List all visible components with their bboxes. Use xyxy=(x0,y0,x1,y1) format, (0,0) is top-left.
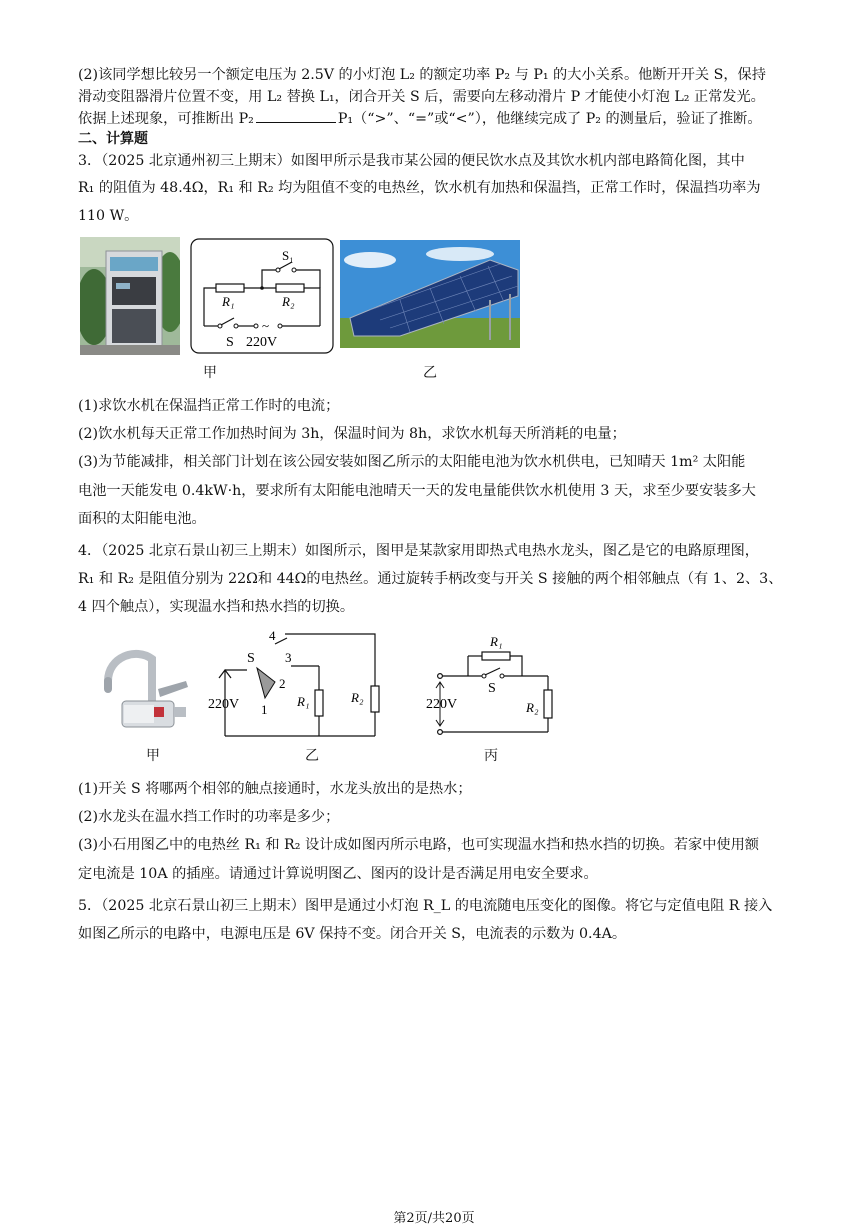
q3-line2: R₁ 的阻值为 48.4Ω，R₁ 和 R₂ 均为阻值不变的电热丝，饮水机有加热和保温挡，正常工作时，保温挡功率为 xyxy=(78,180,761,196)
label-s: S xyxy=(247,651,255,666)
q4-sub3-line1: (3)小石用图乙中的电热丝 R₁ 和 R₂ 设计成如图丙所示电路，也可实现温水挡和热水挡的切换。若家中使用额 xyxy=(78,837,759,853)
label-220v: 220V xyxy=(208,697,240,712)
contact-3: 3 xyxy=(285,650,292,665)
resistor-r1 xyxy=(216,284,244,292)
q5-line1: 5．（2025 北京石景山初三上期末）图甲是通过小灯泡 R_L 的电流随电压变化的图像。将它与定值电阻 R 接入 xyxy=(78,898,773,914)
label-s: S xyxy=(226,335,234,350)
q4-faucet-photo xyxy=(88,645,193,739)
q3-sub3-line3: 面积的太阳能电池。 xyxy=(78,511,206,527)
label-220v: 220V xyxy=(426,697,458,712)
label-r2: R₂ xyxy=(351,690,364,705)
resistor-r2 xyxy=(371,686,379,712)
q3-sub3-line1: (3)为节能减排，相关部门计划在该公园安装如图乙所示的太阳能电池为饮水机供电，已知晴天 1m² 太阳能 xyxy=(78,454,746,470)
q4-figure-label-bing: 丙 xyxy=(484,748,498,764)
contact-4: 4 xyxy=(269,628,276,643)
q4-figure-label-jia: 甲 xyxy=(146,748,160,764)
q3-sub3-line2: 电池一天能发电 0.4kW·h，要求所有太阳能电池晴天一天的发电量能供饮水机使用 3 天，求至少要安装多大 xyxy=(78,483,756,499)
label-r1: R₁ xyxy=(222,294,235,309)
label-s: S xyxy=(488,681,496,696)
label-r1: R₁ xyxy=(490,634,503,649)
q3-solar-photo xyxy=(340,240,520,352)
svg-text:~: ~ xyxy=(262,318,270,333)
q2-part2-line2: 滑动变阻器滑片位置不变，用 L₂ 替换 L₁，闭合开关 S 后，需要向左移动滑片 P 才能使小灯泡 L₂ 正常发光。 xyxy=(78,89,765,105)
q4-sub2: (2)水龙头在温水挡工作时的功率是多少； xyxy=(78,809,340,825)
resistor-r2 xyxy=(544,690,552,718)
q4-line3: 4 四个触点），实现温水挡和热水挡的切换。 xyxy=(78,599,355,615)
q3-figure-label-yi: 乙 xyxy=(423,365,437,381)
q3-line3: 110 W。 xyxy=(78,208,139,224)
q4-figure-label-yi: 乙 xyxy=(305,748,319,764)
q2-part2-line3-after: P₁（“>”、“=”或“<”），他继续完成了 P₂ 的测量后，验证了推断。 xyxy=(337,111,762,127)
q3-circuit-jia xyxy=(190,238,334,358)
section-title: 二、计算题 xyxy=(78,131,148,147)
q2-part2-line3 xyxy=(78,108,798,130)
q3-line1: 3．（2025 北京通州初三上期末）如图甲所示是我市某公园的便民饮水点及其饮水机内部电路简化图，其中 xyxy=(78,153,745,169)
q4-circuit-bing xyxy=(422,632,562,748)
q5-line2: 如图乙所示的电路中，电源电压是 6V 保持不变。闭合开关 S，电流表的示数为 0.4A。 xyxy=(78,926,627,942)
resistor-r1 xyxy=(315,690,323,716)
q4-line2: R₁ 和 R₂ 是阻值分别为 22Ω和 44Ω的电热丝。通过旋转手柄改变与开关 S 接触的两个相邻触点（有 1、2、3、 xyxy=(78,571,783,587)
label-r2: R₂ xyxy=(526,700,539,715)
q4-circuit-yi xyxy=(207,626,385,748)
q2-part2-line3-before: 依据上述现象，可推断出 P₂ xyxy=(78,111,254,127)
label-s1: S₁ xyxy=(282,248,294,263)
contact-1: 1 xyxy=(261,702,268,717)
q3-sub2: (2)饮水机每天正常工作加热时间为 3h，保温时间为 8h，求饮水机每天所消耗的电量； xyxy=(78,426,626,442)
label-r1: R₁ xyxy=(297,694,310,709)
page-number: 第2页/共20页 xyxy=(393,1211,475,1226)
resistor-r1 xyxy=(482,652,510,660)
q3-figure-label-jia: 甲 xyxy=(203,365,217,381)
q4-line1: 4．（2025 北京石景山初三上期末）如图所示，图甲是某款家用即热式电热水龙头，图乙是它的电路原理图， xyxy=(78,543,759,559)
q2-part2-line1: (2)该同学想比较另一个额定电压为 2.5V 的小灯泡 L₂ 的额定功率 P₂ 与 P₁ 的大小关系。他断开开关 S，保持 xyxy=(78,67,766,83)
resistor-r2 xyxy=(276,284,304,292)
q4-sub1: (1)开关 S 将哪两个相邻的触点接通时，水龙头放出的是热水； xyxy=(78,781,472,797)
label-r2: R₂ xyxy=(282,294,295,309)
q3-sub1: (1)求饮水机在保温挡正常工作时的电流； xyxy=(78,398,340,414)
label-220v: 220V xyxy=(246,335,278,350)
contact-2: 2 xyxy=(279,676,286,691)
answer-blank[interactable] xyxy=(256,108,336,123)
q4-sub3-line2: 定电流是 10A 的插座。请通过计算说明图乙、图丙的设计是否满足用电安全要求。 xyxy=(78,866,598,882)
q3-kiosk-photo xyxy=(80,237,180,359)
